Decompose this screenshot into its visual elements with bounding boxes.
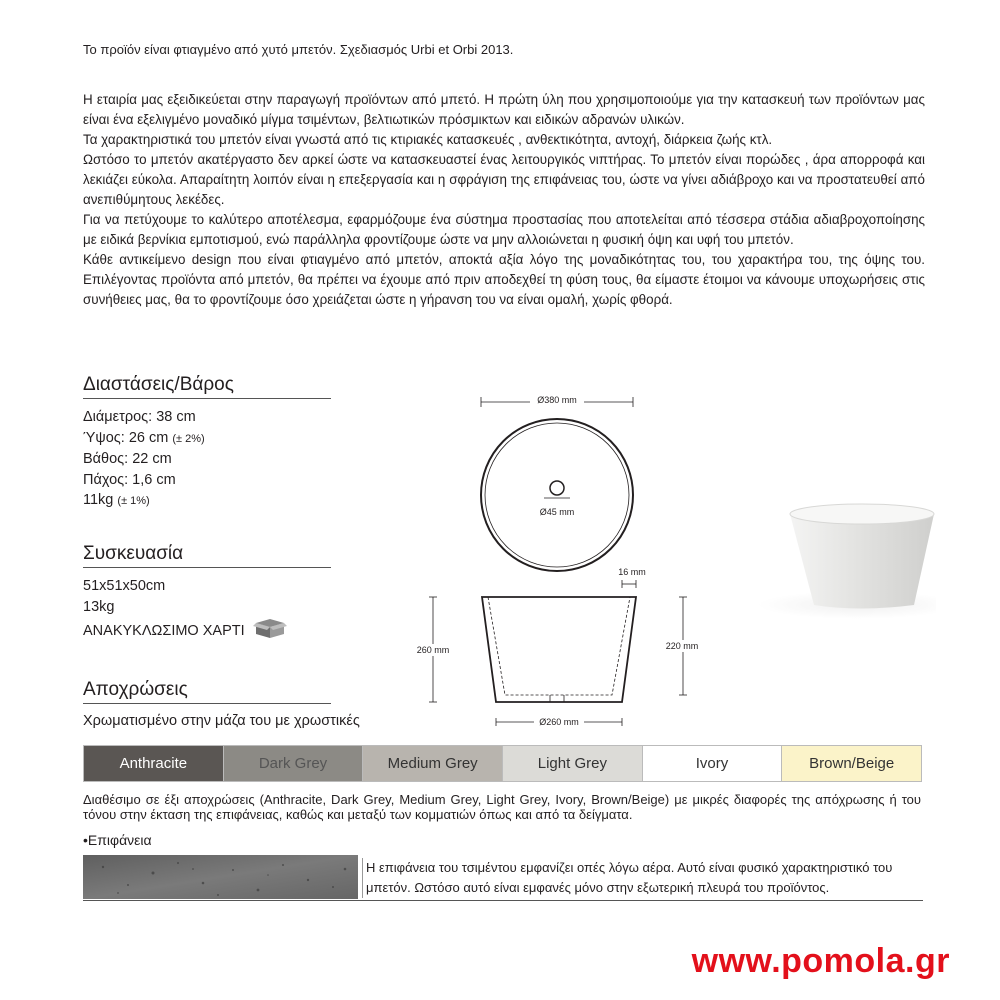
- depth-value: Βάθος: 22 cm: [83, 451, 172, 467]
- description-paragraph: Κάθε αντικείμενο design που είναι φτιαγμένο από μπετόν, αποκτά αξία λόγο της μοναδικότητας του, του χαρακτήρα του, της όψης του. Επιλέγοντας προϊόντα από μπετόν, θα πρέπει να έχουμε από πριν αποδεχθεί τη φύση τους, θα είμαστε έτοιμοι να κάνουμε υποχωρήσεις στις συνήθειες μας, θα το φροντίζουμε όσο χρειάζεται ώστε η γήρανση του να είναι ομαλή, χωρίς φθορά.: [83, 252, 925, 307]
- product-photo: [718, 460, 936, 630]
- swatch-label: Brown/Beige: [809, 755, 895, 772]
- top-diameter-label: Ø380 mm: [537, 395, 577, 405]
- surface-description: Η επιφάνεια του τσιμέντου εμφανίζει οπές λόγω αέρα. Αυτό είναι φυσικό χαρακτηριστικό του μπετόν. Ωστόσο αυτό είναι εμφανές μόνο στην εξωτερική πλευρά του προϊόντος.: [362, 858, 927, 898]
- package-material-row: [83, 617, 287, 646]
- colors-subtitle: Χρωματισμένο στην μάζα του με χρωστικές: [83, 713, 360, 729]
- swatch-light-grey: [503, 746, 643, 781]
- package-material: ΑΝΑΚΥΚΛΩΣΙΜΟ ΧΑΡΤΙ: [83, 623, 245, 640]
- packaging-list: [83, 576, 287, 646]
- package-weight: 13kg: [83, 598, 115, 615]
- drain-diameter-label: Ø45 mm: [539, 507, 575, 517]
- box-icon: [253, 617, 287, 646]
- technical-drawing: [400, 385, 700, 730]
- swatch-label: Ivory: [695, 755, 729, 772]
- surface-row: [83, 855, 923, 901]
- base-diameter-label: Ø260 mm: [539, 717, 579, 727]
- height-tolerance: (± 2%): [172, 432, 205, 445]
- concrete-texture-sample: [83, 855, 358, 899]
- website-url[interactable]: www.pomola.gr: [691, 942, 950, 980]
- height-dimension-label: 260 mm: [416, 645, 450, 655]
- diameter-value: Διάμετρος: 38 cm: [83, 409, 196, 425]
- height-value: Ύψος: 26 cm: [83, 429, 169, 446]
- basin-inner-profile: [488, 597, 630, 695]
- swatch-medium-grey: [363, 746, 503, 781]
- description: [83, 90, 925, 310]
- package-size: 51x51x50cm: [83, 578, 166, 594]
- description-paragraph: Ωστόσο το μπετόν ακατέργαστο δεν αρκεί ώστε να κατασκευαστεί ένας λειτουργικός νιπτήρας. Το μπετόν είναι πορώδες , άρα απορροφά και λεκιάζει εύκολα. Απαραίτητη λοιπόν είναι η επεξεργασία και η σφράγιση της επιφάνειας του, ώστε να γίνει αδιάβροχο και να προστατευθεί από ανεπιθύμητους λεκέδες.: [83, 152, 925, 207]
- intro-text: Το προϊόν είναι φτιαγμένο από χυτό μπετόν. Σχεδιασμός Urbi et Orbi 2013.: [83, 42, 514, 57]
- swatch-label: Medium Grey: [387, 755, 478, 772]
- top-diameter-dimension: [481, 394, 633, 407]
- colors-title: Αποχρώσεις: [83, 679, 331, 704]
- swatch-label: Anthracite: [119, 755, 188, 772]
- wall-thickness-label: 16 mm: [618, 567, 646, 577]
- color-swatches: [83, 745, 922, 782]
- weight-value: 11kg: [83, 492, 114, 508]
- drain-circle: [550, 481, 564, 495]
- dimensions-title: Διαστάσεις/Βάρος: [83, 374, 331, 399]
- swatch-ivory: [643, 746, 783, 781]
- swatch-label: Light Grey: [537, 755, 607, 772]
- swatch-dark-grey: [224, 746, 364, 781]
- weight-tolerance: (± 1%): [117, 495, 150, 507]
- swatch-brown-beige: [782, 746, 921, 781]
- swatch-label: Dark Grey: [258, 755, 328, 772]
- availability-text: Διαθέσιμο σε έξι αποχρώσεις (Anthracite, Dark Grey, Medium Grey, Light Grey, Ivory, Brown/Beige) με μικρές διαφορές της απόχρωσης ή του τόνου στην έκταση της επιφάνειας, καθώς και μεταξύ των κομματιών όπως και από τα δείγματα.: [83, 792, 921, 822]
- height-row: [83, 428, 205, 450]
- description-paragraph: Για να πετύχουμε το καλύτερο αποτέλεσμα, εφαρμόζουμε ένα σύστημα προστασίας που αποτελείται από τέσσερα στάδια αδιαβροχοποίησης με ειδικά βερνίκια εμποτισμού, ενώ παράλληλα φροντίζουμε ώστε να μην αλλοιώνεται η φυσική όψη και υφή του μπετόν.: [83, 212, 925, 247]
- thickness-value: Πάχος: 1,6 cm: [83, 471, 176, 488]
- description-paragraph: Τα χαρακτηριστικά του μπετόν είναι γνωστά από τις κτιριακές κατασκευές , ανθεκτικότητα, αντοχή, διάρκεια ζωής κτλ.: [83, 132, 773, 147]
- packaging-title: Συσκευασία: [83, 543, 331, 568]
- weight-row: [83, 490, 205, 512]
- dimensions-list: [83, 407, 205, 512]
- description-paragraph: Η εταιρία μας εξειδικεύεται στην παραγωγή προϊόντων από μπετό. Η πρώτη ύλη που χρησιμοποιούμε για την κατασκευή των προϊόντων μας είναι ένα εξελιγμένο μοναδικό μίγμα τσιμέντων, βελτιωτικών πρόσμικτων και ειδικών αδρανών υλικών.: [83, 92, 925, 127]
- surface-title: •Επιφάνεια: [83, 832, 152, 848]
- depth-dimension-label: 220 mm: [665, 641, 699, 651]
- basin-side-profile: [482, 597, 636, 702]
- swatch-anthracite: [84, 746, 224, 781]
